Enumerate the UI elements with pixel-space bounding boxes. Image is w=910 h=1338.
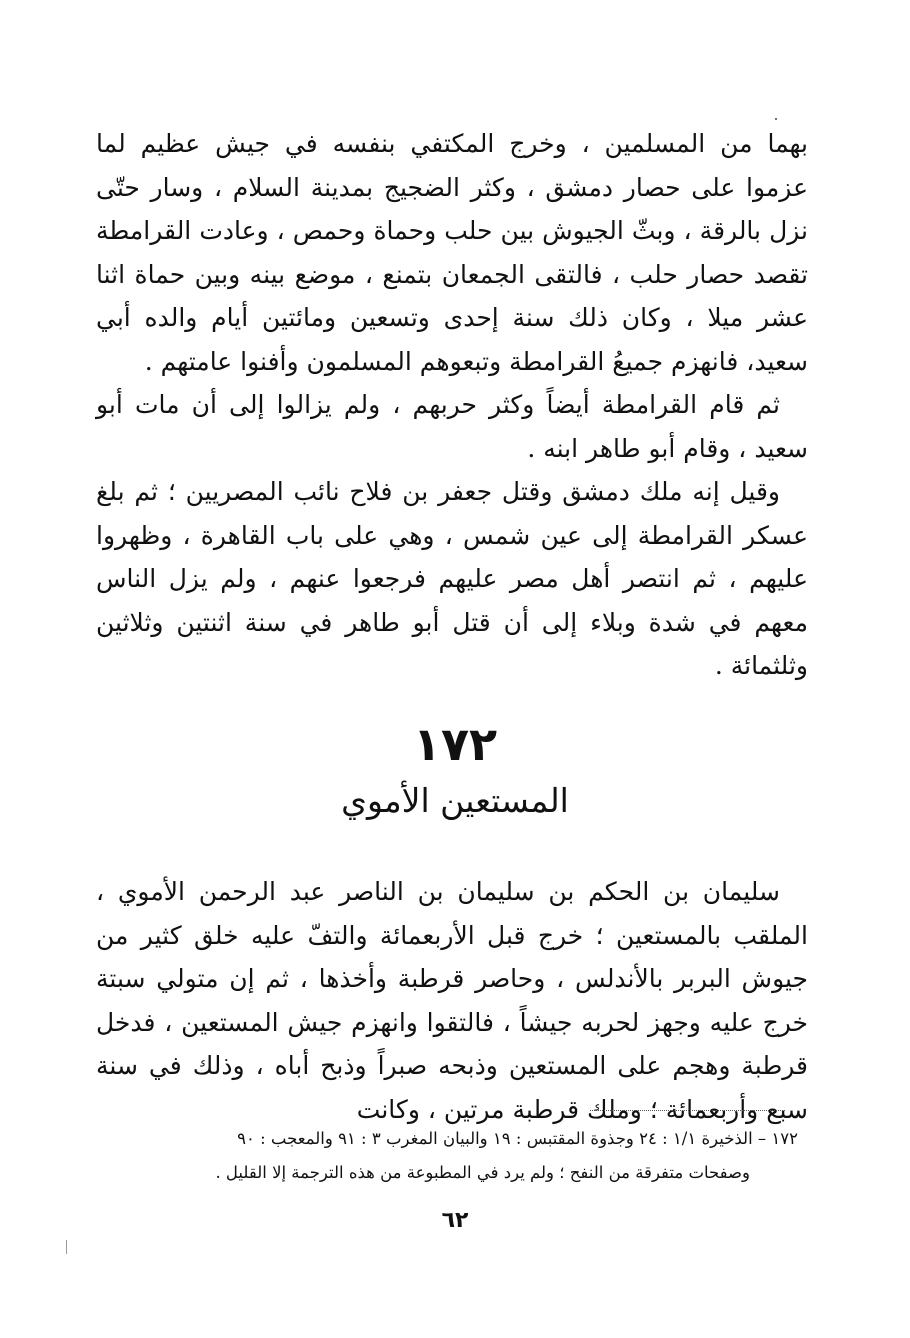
paragraph: بهما من المسلمين ، وخرج المكتفي بنفسه في جيش عظيم لما عزموا على حصار دمشق ، وكثر الضجيج بمدينة السلام ، وسار حتّى نزل بالرقة ، وبثّ الجيوش بين حلب وحماة وحمص ، وعادت القرامطة تقصد حصار حلب ، فالتقى الجمعان بتمنع ، موضع بينه وبين حماة اثنا عشر ميلا ، وكان ذلك سنة إحدى وتسعين ومائتين أيام والده أبي سعيد، فانهزم جميعُ القرامطة وتبعوهم المسلمون وأفنوا عامتهم . — [96, 129, 808, 376]
scan-edge-mark — [66, 1240, 67, 1254]
entry-number: ١٧٢ — [412, 717, 498, 771]
footnote — [86, 1122, 798, 1190]
footnote-line: ١٧٢ – الذخيرة ١/١ : ٢٤ وجذوة المقتبس : ١٩ والبيان المغرب ٣ : ٩١ والمعجب : ٩٠ — [237, 1129, 798, 1148]
entry-text — [96, 870, 808, 1131]
paragraph: وقيل إنه ملك دمشق وقتل جعفر بن فلاح نائب المصريين ؛ ثم بلغ عسكر القرامطة إلى عين شمس ، وهي على باب القاهرة ، وظهروا عليهم ، ثم انتصر أهل مصر عليهم فرجعوا عنهم ، ولم يزل الناس معهم في شدة وبلاء إلى أن قتل أبو طاهر في سنة اثنتين وثلاثين وثلثمائة . — [96, 477, 808, 680]
continuation-text — [96, 122, 808, 688]
paragraph: ثم قام القرامطة أيضاً وكثر حربهم ، ولم يزالوا إلى أن مات أبو سعيد ، وقام أبو طاهر ابنه . — [96, 390, 808, 463]
print-speck — [775, 118, 777, 120]
footnote-line: وصفحات متفرقة من النفح ؛ ولم يرد في المطبوعة من هذه الترجمة إلا القليل . — [215, 1163, 750, 1182]
entry-title: المستعين الأموي — [341, 781, 569, 820]
paragraph: سليمان بن الحكم بن سليمان بن الناصر عبد الرحمن الأموي ، الملقب بالمستعين ؛ خرج قبل الأربعمائة والتفّ عليه خلق كثير من جيوش البربر بالأندلس ، وحاصر قرطبة وأخذها ، ثم إن متولي سبتة خرج عليه وجهز لحربه جيشاً ، فالتقوا وانهزم جيش المستعين ، فدخل قرطبة وهجم على المستعين وذبحه صبراً وذبح أباه ، وذلك في سنة سبع وأربعمائة ؛ وملك قرطبة مرتين ، وكانت — [96, 877, 808, 1124]
page-number: ٦٢ — [441, 1208, 469, 1233]
footnote-separator — [590, 1110, 785, 1111]
